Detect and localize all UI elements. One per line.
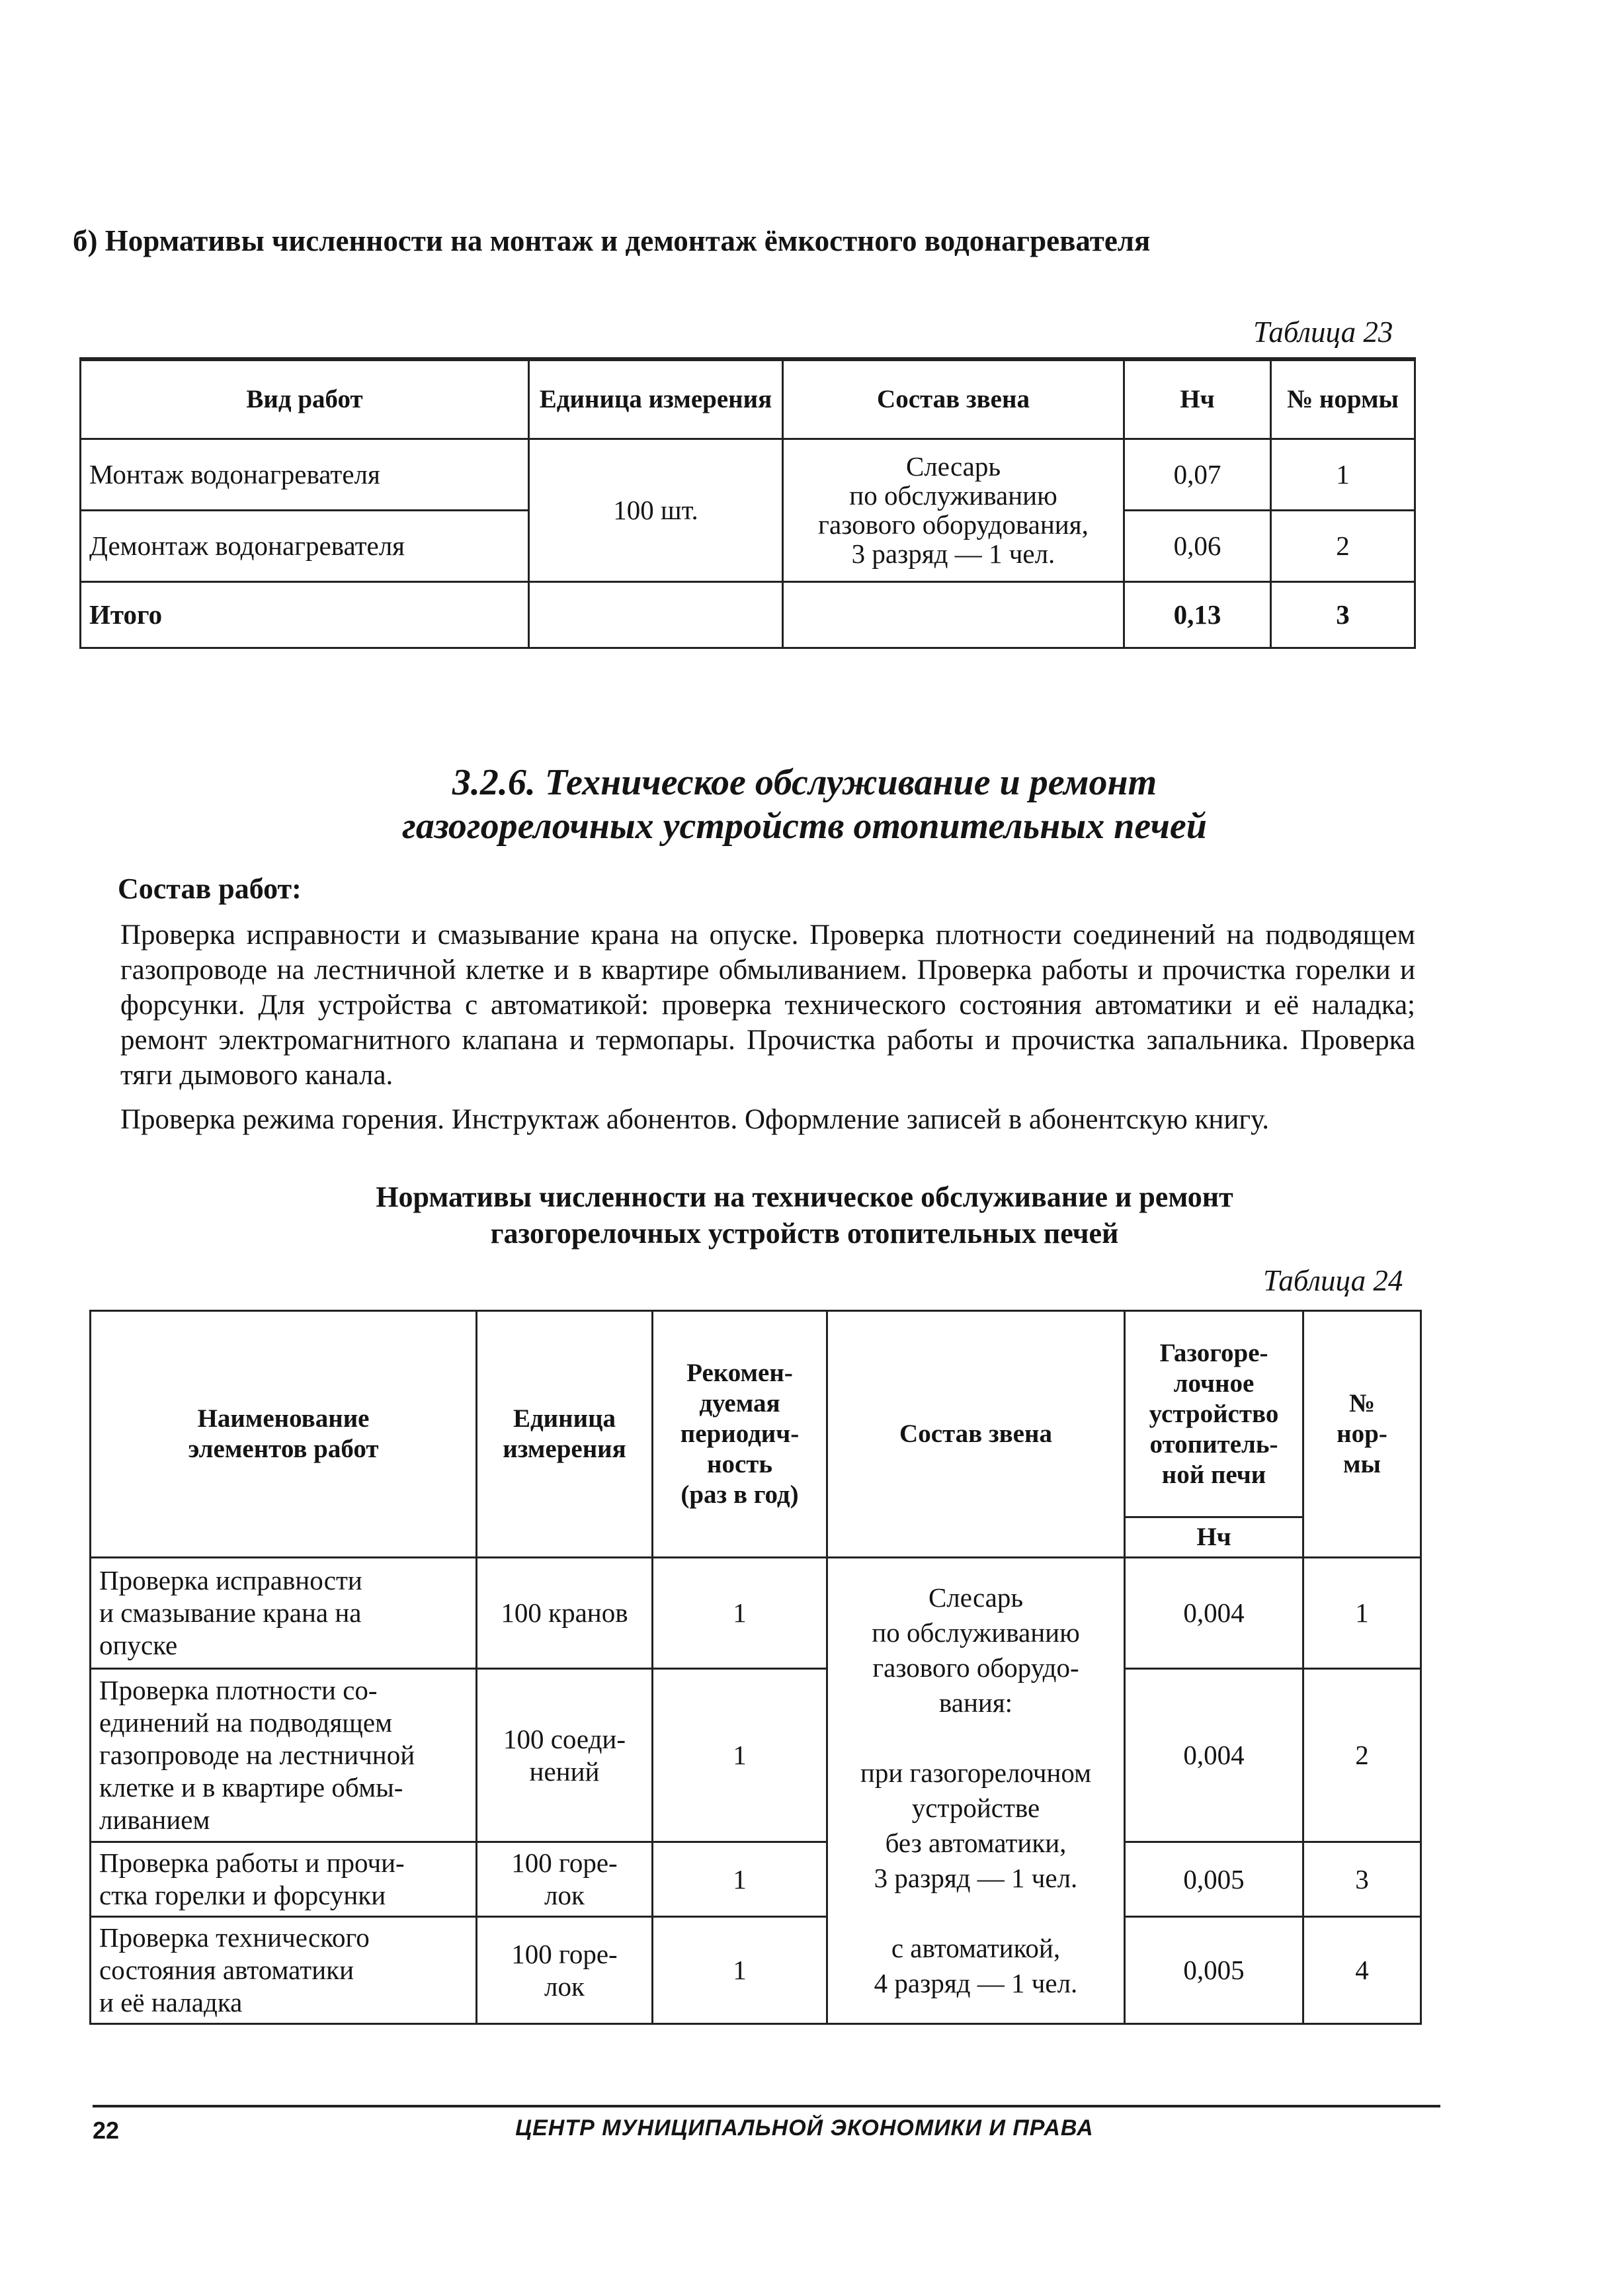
row-norm: 1 (1303, 1558, 1421, 1669)
empty-cell (783, 581, 1124, 648)
section-heading (0, 761, 1609, 848)
table-row (91, 1558, 1421, 1669)
row-hours: 0,004 (1125, 1669, 1303, 1842)
row-unit: 100 кранов (477, 1558, 653, 1669)
section-heading-line1: 3.2.6. Техническое обслуживание и ремонт (452, 762, 1157, 803)
composition-paragraph: Проверка исправности и смазывание крана на опуске. Проверка плотности соединений на подводящем газопроводе на лестничной клетке и в квартире обмыливанием. Проверка работы и прочистка горелки и форсунки. Для устройства с автоматикой: проверка технического состояния автоматики и её наладка; ремонт электромагнитного клапана и термопары. Прочистка работы и прочистка запальника. Проверка тяги дымового канала. (120, 919, 1415, 1091)
table-header-row (81, 359, 1415, 439)
table-24-caption: Таблица 24 (1263, 1264, 1403, 1297)
composition-paragraph: Проверка режима горения. Инструктаж абонентов. Оформление записей в абонентскую книгу. (120, 1104, 1270, 1135)
table-23-caption: Таблица 23 (1253, 316, 1393, 349)
row-norm: 2 (1303, 1669, 1421, 1842)
footer-divider (93, 2105, 1440, 2107)
unit-cell: 100 шт. (529, 439, 783, 581)
table-24-title-line1: Нормативы численности на техническое обслуживание и ремонт (376, 1181, 1233, 1213)
crew-cell: Слесарь по обслуживанию газового оборудования, 3 разряд — 1 чел. (783, 439, 1124, 581)
total-norm: 3 (1271, 581, 1415, 648)
header-unit: Единица измерения (477, 1311, 653, 1558)
section-heading-line2: газогорелочных устройств отопительных печей (402, 806, 1207, 847)
row-norm: 4 (1303, 1917, 1421, 2024)
header-hours: Нч (1125, 1517, 1303, 1558)
row-unit: 100 соеди- нений (477, 1669, 653, 1842)
total-label: Итого (81, 581, 529, 648)
header-norm-no: № нормы (1271, 359, 1415, 439)
row-hours: 0,005 (1125, 1917, 1303, 2024)
total-row (81, 581, 1415, 648)
crew-cell: Слесарь по обслуживанию газового оборудо- вания: при газогорелочном устройстве без автоматики, 3 разряд — 1 чел. с автоматикой, 4 разряд — 1 чел. (827, 1558, 1125, 2024)
table-row (91, 1842, 1421, 1917)
row-name: Проверка плотности со- единений на подводящем газопроводе на лестничной клетке и в квартире обмы- ливанием (91, 1669, 477, 1842)
table-header-row (91, 1311, 1421, 1517)
row-norm: 3 (1303, 1842, 1421, 1917)
row-work: Монтаж водонагревателя (81, 439, 529, 510)
page-number: 22 (93, 2117, 120, 2144)
header-norm-no: № нор- мы (1303, 1311, 1421, 1558)
row-unit: 100 горе- лок (477, 1917, 653, 2024)
row-name: Проверка работы и прочи- стка горелки и форсунки (91, 1842, 477, 1917)
table-24-title (0, 1179, 1609, 1252)
row-periodicity: 1 (653, 1917, 827, 2024)
row-periodicity: 1 (653, 1669, 827, 1842)
row-name: Проверка технического состояния автоматики и её наладка (91, 1917, 477, 2024)
row-norm: 2 (1271, 510, 1415, 581)
table-row (91, 1917, 1421, 2024)
empty-cell (529, 581, 783, 648)
total-hours: 0,13 (1124, 581, 1271, 648)
table-24 (89, 1310, 1422, 2025)
row-hours: 0,07 (1124, 439, 1271, 510)
table-23 (79, 357, 1416, 649)
table-row (91, 1669, 1421, 1842)
header-work-type: Вид работ (81, 359, 529, 439)
row-name: Проверка исправности и смазывание крана на опуске (91, 1558, 477, 1669)
row-periodicity: 1 (653, 1558, 827, 1669)
row-work: Демонтаж водонагревателя (81, 510, 529, 581)
header-crew: Состав звена (827, 1311, 1125, 1558)
header-unit: Единица измерения (529, 359, 783, 439)
table-row (81, 439, 1415, 510)
row-periodicity: 1 (653, 1842, 827, 1917)
row-hours: 0,004 (1125, 1558, 1303, 1669)
header-crew: Состав звена (783, 359, 1124, 439)
section-b-title: б) Нормативы численности на монтаж и демонтаж ёмкостного водонагревателя (73, 224, 1151, 257)
row-norm: 1 (1271, 439, 1415, 510)
row-hours: 0,005 (1125, 1842, 1303, 1917)
row-unit: 100 горе- лок (477, 1842, 653, 1917)
row-hours: 0,06 (1124, 510, 1271, 581)
header-name: Наименование элементов работ (91, 1311, 477, 1558)
header-device: Газогоре- лочное устройство отопитель- ной печи (1125, 1311, 1303, 1517)
header-hours: Нч (1124, 359, 1271, 439)
table-24-title-line2: газогорелочных устройств отопительных печей (490, 1217, 1119, 1250)
publisher-name: ЦЕНТР МУНИЦИПАЛЬНОЙ ЭКОНОМИКИ И ПРАВА (515, 2115, 1094, 2141)
composition-label: Состав работ: (118, 872, 302, 905)
composition-text (120, 917, 1415, 1146)
header-periodicity: Рекомен- дуемая периодич- ность (раз в год) (653, 1311, 827, 1558)
